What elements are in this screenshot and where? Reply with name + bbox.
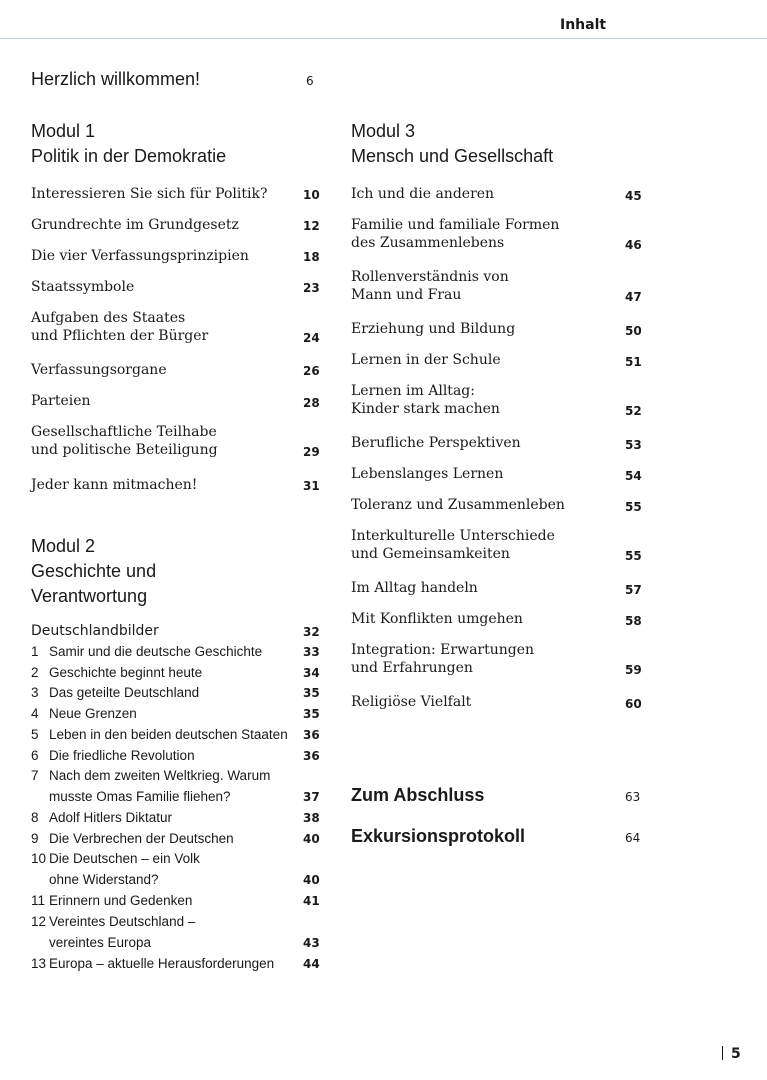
toc-page: 50 xyxy=(625,324,642,338)
chapter-number: 1 xyxy=(31,644,39,659)
toc-page: 12 xyxy=(303,219,320,233)
toc-entry[interactable]: Religiöse Vielfalt xyxy=(351,694,472,710)
toc-page: 33 xyxy=(303,645,320,659)
toc-entry[interactable]: Berufliche Perspektiven xyxy=(351,435,521,451)
toc-page: 18 xyxy=(303,250,320,264)
modul2-heading: Modul 2 xyxy=(31,536,96,556)
toc-page: 57 xyxy=(625,583,642,597)
toc-entry[interactable]: Jeder kann mitmachen! xyxy=(31,477,198,493)
toc-subentry[interactable]: Neue Grenzen xyxy=(49,706,137,721)
chapter-number: 11 xyxy=(31,893,46,908)
toc-page: 32 xyxy=(303,625,320,639)
toc-subentry[interactable]: Samir und die deutsche Geschichte xyxy=(49,644,263,659)
toc-entry[interactable]: Lebenslanges Lernen xyxy=(351,466,504,482)
welcome-page: 6 xyxy=(306,74,314,88)
chapter-number: 10 xyxy=(31,851,47,866)
modul3-title: Mensch und Gesellschaft xyxy=(351,146,554,166)
chapter-number: 6 xyxy=(31,748,39,763)
toc-subentry[interactable]: Geschichte beginnt heute xyxy=(49,665,203,680)
toc-page: 47 xyxy=(625,290,642,304)
modul1-title: Politik in der Demokratie xyxy=(31,146,227,166)
toc-subentry[interactable]: Die Deutschen – ein Volk xyxy=(49,851,200,866)
toc-entry[interactable]: Gesellschaftliche Teilhabe xyxy=(31,424,217,440)
toc-page: 37 xyxy=(303,790,320,804)
toc-page: 10 xyxy=(303,188,320,202)
toc-page: 29 xyxy=(303,445,320,459)
toc-page: 52 xyxy=(625,404,642,418)
header-rule xyxy=(0,38,767,39)
toc-page: 45 xyxy=(625,189,642,203)
page-number-divider xyxy=(722,1046,723,1060)
toc-entry[interactable]: Aufgaben des Staates xyxy=(31,310,186,326)
toc-entry[interactable]: Toleranz und Zusammenleben xyxy=(351,497,565,513)
toc-entry[interactable]: Deutschlandbilder xyxy=(31,623,159,639)
toc-subentry[interactable]: Die Verbrechen der Deutschen xyxy=(49,831,234,846)
chapter-number: 13 xyxy=(31,956,47,971)
chapter-number: 8 xyxy=(31,810,39,825)
chapter-number: 5 xyxy=(31,727,39,742)
toc-page: 53 xyxy=(625,438,642,452)
exkursion-entry[interactable]: Exkursionsprotokoll xyxy=(351,826,526,846)
modul2-title-line1: Geschichte und xyxy=(31,561,157,581)
toc-entry[interactable]: Im Alltag handeln xyxy=(351,580,478,596)
toc-subentry[interactable]: Leben in den beiden deutschen Staaten xyxy=(49,727,288,742)
toc-subentry[interactable]: Vereintes Deutschland – xyxy=(49,914,196,929)
toc-entry[interactable]: Staatssymbole xyxy=(31,279,135,295)
chapter-number: 4 xyxy=(31,706,39,721)
page-number: 5 xyxy=(731,1046,741,1062)
toc-page: 51 xyxy=(625,355,642,369)
abschluss-page: 63 xyxy=(625,790,641,804)
toc-subentry[interactable]: Erinnern und Gedenken xyxy=(49,893,193,908)
toc-page: 59 xyxy=(625,663,642,677)
toc-subentry[interactable]: Das geteilte Deutschland xyxy=(49,685,200,700)
toc-entry[interactable]: Lernen im Alltag: xyxy=(351,383,475,399)
toc-subentry-line2[interactable]: vereintes Europa xyxy=(49,935,152,950)
toc-entry-line2[interactable]: und Erfahrungen xyxy=(351,660,473,676)
toc-subentry[interactable]: Europa – aktuelle Herausforderungen xyxy=(49,956,275,971)
modul1-heading: Modul 1 xyxy=(31,121,96,141)
toc-entry[interactable]: Grundrechte im Grundgesetz xyxy=(31,217,239,233)
toc-entry-line2[interactable]: Mann und Frau xyxy=(351,287,462,303)
toc-entry-line2[interactable]: und politische Beteiligung xyxy=(31,442,218,458)
chapter-number: 7 xyxy=(31,768,39,783)
toc-entry[interactable]: Integration: Erwartungen xyxy=(351,642,535,658)
toc-page: 35 xyxy=(303,686,320,700)
abschluss-entry[interactable]: Zum Abschluss xyxy=(351,785,485,805)
toc-entry[interactable]: Verfassungsorgane xyxy=(31,362,167,378)
toc-page: 34 xyxy=(303,666,320,680)
toc-page: 40 xyxy=(303,832,320,846)
toc-entry[interactable]: Erziehung und Bildung xyxy=(351,321,516,337)
toc-page: 58 xyxy=(625,614,642,628)
toc-page: 24 xyxy=(303,331,320,345)
toc-page: 28 xyxy=(303,396,320,410)
toc-page: 55 xyxy=(625,549,642,563)
chapter-number: 9 xyxy=(31,831,39,846)
chapter-number: 2 xyxy=(31,665,39,680)
toc-page: 60 xyxy=(625,697,642,711)
toc-page: 38 xyxy=(303,811,320,825)
toc-subentry-line2[interactable]: musste Omas Familie fliehen? xyxy=(49,789,231,804)
toc-entry[interactable]: Interkulturelle Unterschiede xyxy=(351,528,555,544)
chapter-number: 12 xyxy=(31,914,47,929)
section-title: Inhalt xyxy=(560,17,607,33)
toc-entry[interactable]: Parteien xyxy=(31,393,91,409)
toc-page: 36 xyxy=(303,749,320,763)
toc-entry-line2[interactable]: und Pflichten der Bürger xyxy=(31,328,209,344)
toc-page: 36 xyxy=(303,728,320,742)
toc-entry[interactable]: Rollenverständnis von xyxy=(351,269,509,285)
toc-entry-line2[interactable]: des Zusammenlebens xyxy=(351,235,505,251)
toc-page: 55 xyxy=(625,500,642,514)
exkursion-page: 64 xyxy=(625,831,641,845)
toc-subentry[interactable]: Die friedliche Revolution xyxy=(49,748,195,763)
toc-entry[interactable]: Lernen in der Schule xyxy=(351,352,501,368)
toc-page: 31 xyxy=(303,479,320,493)
toc-entry[interactable]: Die vier Verfassungsprinzipien xyxy=(31,248,249,264)
toc-subentry[interactable]: Nach dem zweiten Weltkrieg. Warum xyxy=(49,768,271,783)
toc-entry[interactable]: Interessieren Sie sich für Politik? xyxy=(31,186,268,202)
toc-entry-line2[interactable]: und Gemeinsamkeiten xyxy=(351,546,510,562)
modul3-heading: Modul 3 xyxy=(351,121,416,141)
toc-page: 23 xyxy=(303,281,320,295)
toc-page: 35 xyxy=(303,707,320,721)
toc-page: 40 xyxy=(303,873,320,887)
toc-page: 46 xyxy=(625,238,642,252)
toc-page: 54 xyxy=(625,469,642,483)
toc-entry-line2[interactable]: Kinder stark machen xyxy=(351,401,500,417)
chapter-number: 3 xyxy=(31,685,39,700)
toc-entry[interactable]: Familie und familiale Formen xyxy=(351,217,560,233)
toc-subentry-line2[interactable]: ohne Widerstand? xyxy=(49,872,159,887)
toc-entry[interactable]: Ich und die anderen xyxy=(351,186,495,202)
welcome-entry[interactable]: Herzlich willkommen! xyxy=(31,69,201,89)
modul2-title-line2: Verantwortung xyxy=(31,586,148,606)
toc-subentry[interactable]: Adolf Hitlers Diktatur xyxy=(49,810,173,825)
toc-page: 43 xyxy=(303,936,320,950)
toc-page: 26 xyxy=(303,364,320,378)
toc-page: 44 xyxy=(303,957,320,971)
toc-page: 41 xyxy=(303,894,320,908)
toc-entry[interactable]: Mit Konflikten umgehen xyxy=(351,611,523,627)
